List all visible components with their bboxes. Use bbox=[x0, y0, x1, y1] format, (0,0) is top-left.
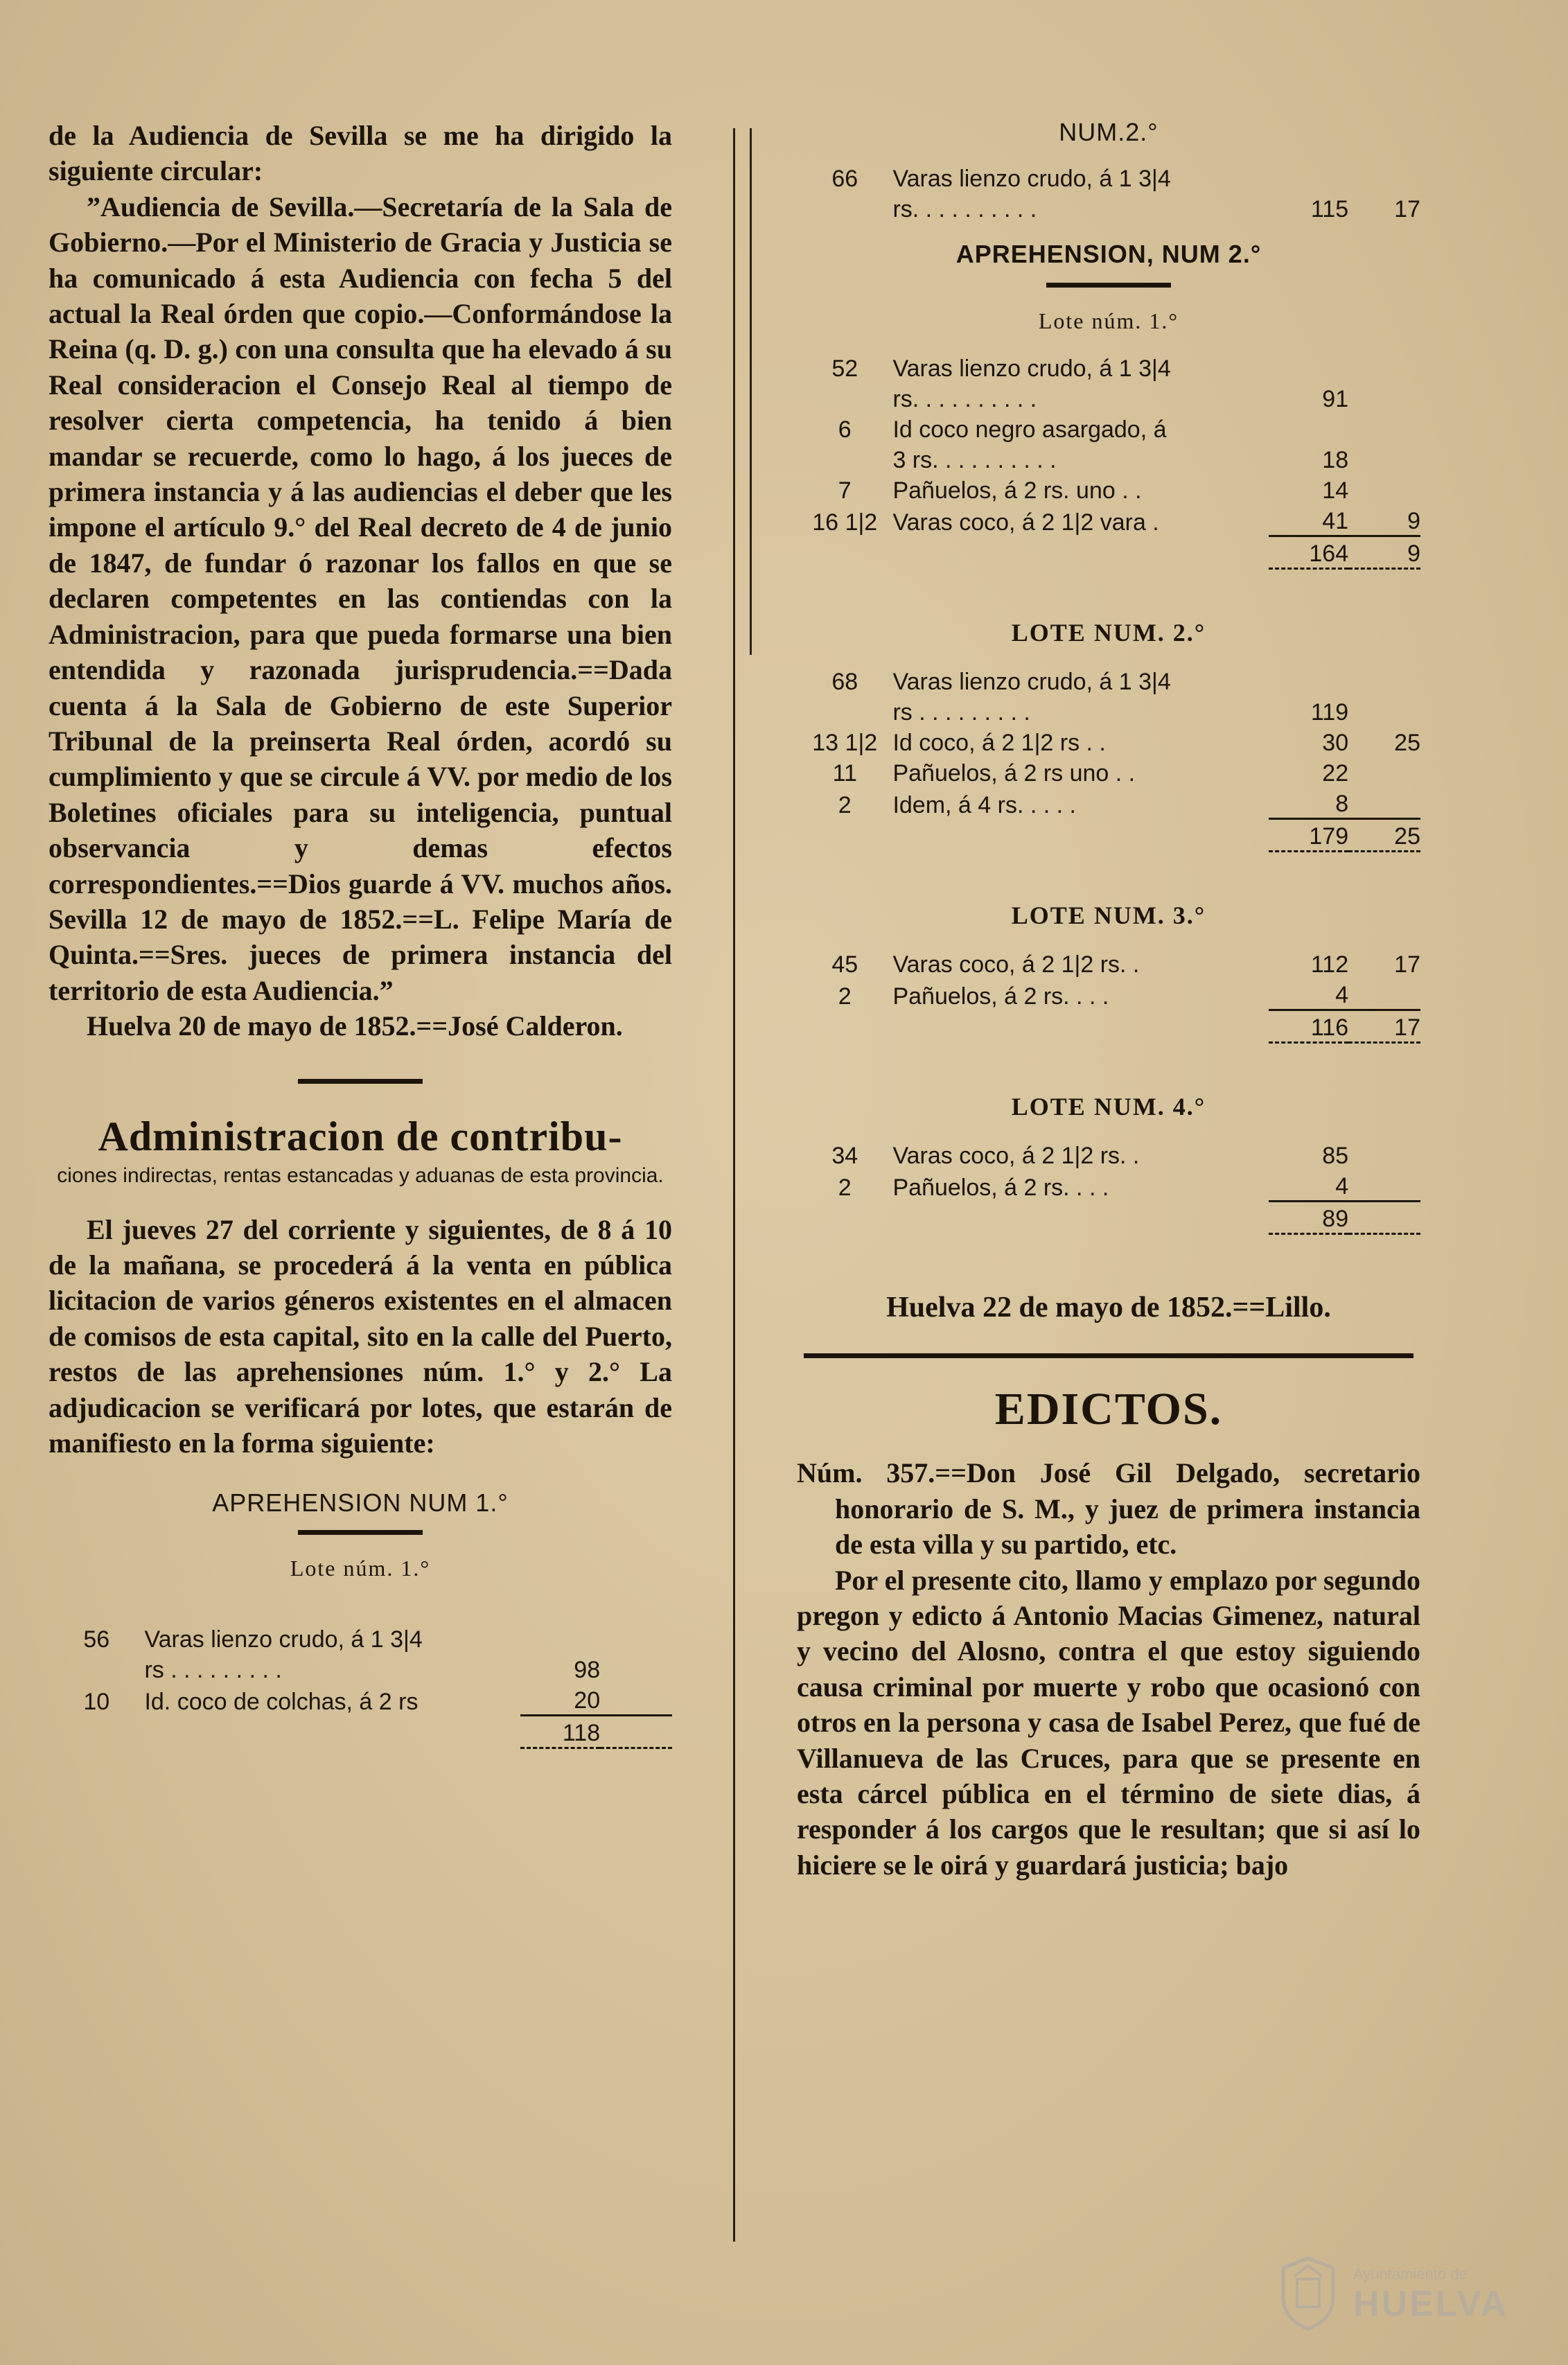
lot-reales: 22 bbox=[1322, 760, 1349, 786]
table-row bbox=[797, 413, 1420, 443]
lote-title: LOTE NUM. 3.° bbox=[1011, 902, 1206, 929]
circular-text: ”Audiencia de Sevilla.—Secretaría de la Sala de Gobierno.—Por el Ministerio de Gracia y Justicia se ha comunicado á esta Audiencia con fecha 5 del actual la Real órden que copio.—Conformándose la Reina (q. D. g.) con una consulta que ha elevado á su Real consideracion el Consejo Real al tiempo de resolver cierta competencia, ha tenido á bien mandar se recuerde, como lo hago, á los jueces de primera instancia y á las audiencias el deber que les impone el artículo 9.° del Real decreto de 4 de junio de 1847, de fundar ó razonar los fallos en que se declaren competentes en las contiendas con la Administracion, para que pueda formarse una bien entendida y razonada jurisprudencia.==Dada cuenta á la Sala de Gobierno de este Superior Tribunal de la preinserta Real órden, acordó su cumplimiento y que se circule á VV. por medio de los Boletines oficiales para su inteligencia, puntual observancia y demas efectos correspondientes.==Dios guarde á VV. muchos años. Sevilla 12 de mayo de 1852.==L. Felipe María de Quinta.==Sres. jueces de primera instancia del territorio de esta Audiencia.” bbox=[49, 191, 672, 1006]
table-row bbox=[797, 1139, 1420, 1170]
lot-desc: 3 rs. . . . . . . . . . bbox=[892, 447, 1057, 473]
table-row bbox=[49, 1623, 672, 1653]
lot-reales: 91 bbox=[1322, 386, 1349, 412]
circular-signature: Huelva 20 de mayo de 1852.==José Calderon. bbox=[87, 1010, 623, 1042]
num2-title: NUM.2.° bbox=[1059, 118, 1159, 146]
lot-qty: 13 1|2 bbox=[812, 730, 878, 756]
lote-total-cents: 25 bbox=[1348, 819, 1420, 852]
table-row bbox=[797, 1202, 1420, 1234]
table-row bbox=[797, 536, 1420, 569]
municipal-watermark bbox=[1274, 2256, 1509, 2332]
table-row bbox=[797, 787, 1420, 819]
table-row bbox=[797, 352, 1420, 383]
lot-desc: Varas lienzo crudo, á 1 3|4 bbox=[144, 1626, 423, 1653]
circular-intro: de la Audiencia de Sevilla se me ha dirigido la siguiente circular: bbox=[49, 120, 672, 187]
lot-desc: Varas coco, á 2 1|2 rs. . bbox=[892, 1143, 1140, 1169]
lot-qty: 2 bbox=[838, 791, 852, 818]
lot-cents bbox=[1348, 696, 1420, 726]
lot-desc: Varas lienzo crudo, á 1 3|4 bbox=[892, 669, 1171, 695]
lot-qty: 45 bbox=[831, 951, 858, 978]
lot-reales: 20 bbox=[574, 1687, 601, 1714]
lot-cents bbox=[1348, 665, 1420, 696]
lote-total-reales: 164 bbox=[1269, 536, 1348, 569]
lot-desc: Varas coco, á 2 1|2 rs. . bbox=[892, 951, 1140, 978]
lot-desc: rs. . . . . . . . . . bbox=[892, 386, 1037, 412]
watermark-line1: Ayuntamiento de bbox=[1353, 2265, 1468, 2283]
admin-section-subtitle: ciones indirectas, rentas estancadas y aduanas de esta provincia. bbox=[57, 1163, 664, 1187]
lot-reales bbox=[1269, 665, 1348, 696]
column-divider bbox=[733, 128, 735, 2242]
column-divider-short bbox=[750, 128, 752, 655]
lot-qty bbox=[797, 696, 892, 726]
lot-cents bbox=[1348, 787, 1420, 819]
lot-cents: 25 bbox=[1394, 730, 1420, 756]
section-divider bbox=[298, 1079, 423, 1084]
lot-desc: Id. coco de colchas, á 2 rs bbox=[144, 1688, 419, 1715]
lot-desc: Varas coco, á 2 1|2 vara . bbox=[892, 509, 1159, 536]
edictos-divider bbox=[804, 1353, 1413, 1358]
lot-desc: Pañuelos, á 2 rs uno . . bbox=[892, 760, 1136, 786]
lot-qty: 66 bbox=[831, 166, 858, 192]
lot-cents bbox=[1348, 383, 1420, 413]
lot-qty: 16 1|2 bbox=[812, 509, 878, 536]
lot-reales: 115 bbox=[1310, 196, 1349, 222]
lot-cents bbox=[1348, 1139, 1420, 1170]
lote-total-reales: 89 bbox=[1269, 1202, 1348, 1234]
lot-cents bbox=[600, 1653, 672, 1684]
lot-desc: Id coco, á 2 1|2 rs . . bbox=[892, 730, 1106, 756]
lot-cents bbox=[1348, 413, 1420, 443]
table-row bbox=[797, 696, 1420, 726]
table-row bbox=[797, 757, 1420, 787]
edicto-body: Por el presente cito, llamo y emplazo por segundo pregon y edicto á Antonio Macias Gimenez, natural y vecino del Alosno, contra el que estoy siguiendo causa criminal por muerte y robo que ocasionó con otros en la persona y casa de Isabel Perez, que fué de Villanueva de las Cruces, para que se presente en esta cárcel pública en el término de siete dias, á responder á los cargos que le resultan; que si así lo hiciere se le oirá y guardará justicia; bajo bbox=[797, 1564, 1420, 1881]
lot-desc: rs . . . . . . . . . bbox=[144, 1657, 282, 1684]
table-row bbox=[797, 162, 1420, 193]
lote-title: Lote núm. 1.° bbox=[1038, 308, 1179, 333]
lote-total-cents bbox=[1348, 1202, 1420, 1234]
num2-table bbox=[797, 162, 1420, 223]
admin-section-title: Administracion de contribu- bbox=[98, 1113, 623, 1159]
lot-qty bbox=[797, 193, 892, 223]
lot-reales: 30 bbox=[1322, 730, 1349, 756]
lot-cents bbox=[1348, 1170, 1420, 1202]
aprehension-1-title: APREHENSION NUM 1.° bbox=[212, 1488, 509, 1518]
lote-title: LOTE NUM. 2.° bbox=[1011, 619, 1206, 647]
lot-reales bbox=[1269, 162, 1348, 193]
table-row bbox=[797, 1170, 1420, 1202]
table-row bbox=[797, 193, 1420, 223]
lot-desc: Id coco negro asargado, á bbox=[892, 416, 1167, 443]
left-column bbox=[49, 118, 672, 1779]
lot-cents: 17 bbox=[1394, 196, 1420, 222]
lot-reales: 119 bbox=[1310, 699, 1349, 726]
lot-qty bbox=[49, 1653, 144, 1684]
lot-reales: 8 bbox=[1335, 791, 1349, 817]
lote-title: LOTE NUM. 4.° bbox=[1011, 1093, 1206, 1120]
lot-desc: Pañuelos, á 2 rs. . . . bbox=[892, 983, 1109, 1010]
lot-desc: Pañuelos, á 2 rs. uno . . bbox=[892, 477, 1142, 504]
lot-desc: Varas lienzo crudo, á 1 3|4 bbox=[892, 166, 1171, 192]
table-row bbox=[797, 504, 1420, 536]
aprehension-2-title: APREHENSION, NUM 2.° bbox=[955, 240, 1262, 268]
lotes-container bbox=[797, 308, 1420, 1265]
lote-table bbox=[797, 665, 1420, 883]
lote-total-cents: 17 bbox=[1348, 1010, 1420, 1043]
lot-cents bbox=[1348, 978, 1420, 1010]
edicto-heading: Núm. 357.==Don José Gil Delgado, secretario honorario de S. M., y juez de primera instancia de esta villa y su partido, etc. bbox=[797, 1457, 1420, 1560]
lot-cents bbox=[600, 1684, 672, 1716]
lot-reales: 4 bbox=[1335, 982, 1349, 1008]
lot-cents bbox=[1348, 443, 1420, 474]
aprehension-1-lot-table bbox=[49, 1623, 672, 1779]
lot-reales: 14 bbox=[1322, 477, 1349, 504]
lot-cents bbox=[1348, 474, 1420, 504]
lot-cents bbox=[1348, 162, 1420, 193]
lot-qty: 34 bbox=[831, 1143, 858, 1169]
coat-of-arms-icon bbox=[1274, 2256, 1343, 2332]
table-row bbox=[797, 1010, 1420, 1043]
lot-reales: 18 bbox=[1322, 447, 1349, 473]
lot-qty bbox=[797, 383, 892, 413]
lot-cents: 17 bbox=[1394, 951, 1420, 978]
edictos-title: EDICTOS. bbox=[994, 1384, 1223, 1435]
lot-qty: 2 bbox=[838, 983, 852, 1010]
lot-desc: Varas lienzo crudo, á 1 3|4 bbox=[892, 355, 1171, 382]
lote-table bbox=[797, 1139, 1420, 1265]
aprehension-1-lote-title: Lote núm. 1.° bbox=[290, 1556, 431, 1581]
lot-desc: Pañuelos, á 2 rs. . . . bbox=[892, 1174, 1109, 1201]
right-signature: Huelva 22 de mayo de 1852.==Lillo. bbox=[886, 1292, 1331, 1324]
lot-reales bbox=[1269, 352, 1348, 383]
right-column bbox=[797, 118, 1420, 1883]
lote-total-cents: 9 bbox=[1348, 536, 1420, 569]
table-row bbox=[797, 726, 1420, 757]
lot-desc: Idem, á 4 rs. . . . . bbox=[892, 791, 1076, 818]
lot-total: 118 bbox=[520, 1716, 600, 1748]
lot-qty: 52 bbox=[831, 355, 858, 382]
auction-notice: El jueves 27 del corriente y siguientes, de 8 á 10 de la mañana, se procederá á la venta en pública licitacion de varios géneros existentes en el almacen de comisos de esta capital, sito en la calle del Puerto, restos de las aprehensiones núm. 1.° y 2.° La adjudicacion se verificará por lotes, que estarán de manifiesto en la forma siguiente: bbox=[49, 1213, 672, 1459]
lot-desc: rs . . . . . . . . . bbox=[892, 699, 1030, 726]
lot-reales: 85 bbox=[1322, 1143, 1349, 1169]
aprehension-1-rule bbox=[298, 1530, 423, 1535]
lot-qty bbox=[797, 443, 892, 474]
lot-qty: 7 bbox=[838, 477, 852, 504]
lot-cents bbox=[1348, 352, 1420, 383]
lote-table bbox=[797, 352, 1420, 600]
aprehension-2-rule bbox=[1046, 283, 1171, 288]
lote-total-reales: 116 bbox=[1269, 1010, 1348, 1043]
lote-total-reales: 179 bbox=[1269, 819, 1348, 852]
lot-reales: 41 bbox=[1322, 508, 1349, 534]
lot-cents bbox=[1348, 757, 1420, 787]
lot-reales: 4 bbox=[1335, 1173, 1349, 1199]
table-row bbox=[797, 443, 1420, 474]
lot-reales bbox=[520, 1623, 600, 1653]
lot-reales: 98 bbox=[574, 1657, 601, 1684]
lot-qty: 56 bbox=[83, 1626, 110, 1653]
table-row bbox=[49, 1684, 672, 1716]
lot-qty: 11 bbox=[832, 760, 857, 786]
lot-qty: 10 bbox=[83, 1688, 110, 1715]
table-row bbox=[797, 383, 1420, 413]
table-row bbox=[797, 665, 1420, 696]
table-row bbox=[797, 474, 1420, 504]
lot-reales: 112 bbox=[1310, 951, 1349, 978]
lote-table bbox=[797, 948, 1420, 1074]
table-row bbox=[797, 948, 1420, 978]
table-row bbox=[797, 819, 1420, 852]
watermark-line2: HUELVA bbox=[1353, 2284, 1509, 2324]
lot-qty: 6 bbox=[838, 416, 852, 443]
lot-reales bbox=[1269, 413, 1348, 443]
table-row bbox=[49, 1653, 672, 1684]
table-row bbox=[797, 978, 1420, 1010]
lot-qty: 2 bbox=[838, 1174, 852, 1201]
table-row bbox=[49, 1716, 672, 1748]
lot-desc: rs. . . . . . . . . . bbox=[892, 196, 1037, 222]
lot-cents: 9 bbox=[1407, 508, 1420, 534]
lot-qty: 68 bbox=[831, 669, 858, 695]
lot-cents bbox=[600, 1623, 672, 1653]
